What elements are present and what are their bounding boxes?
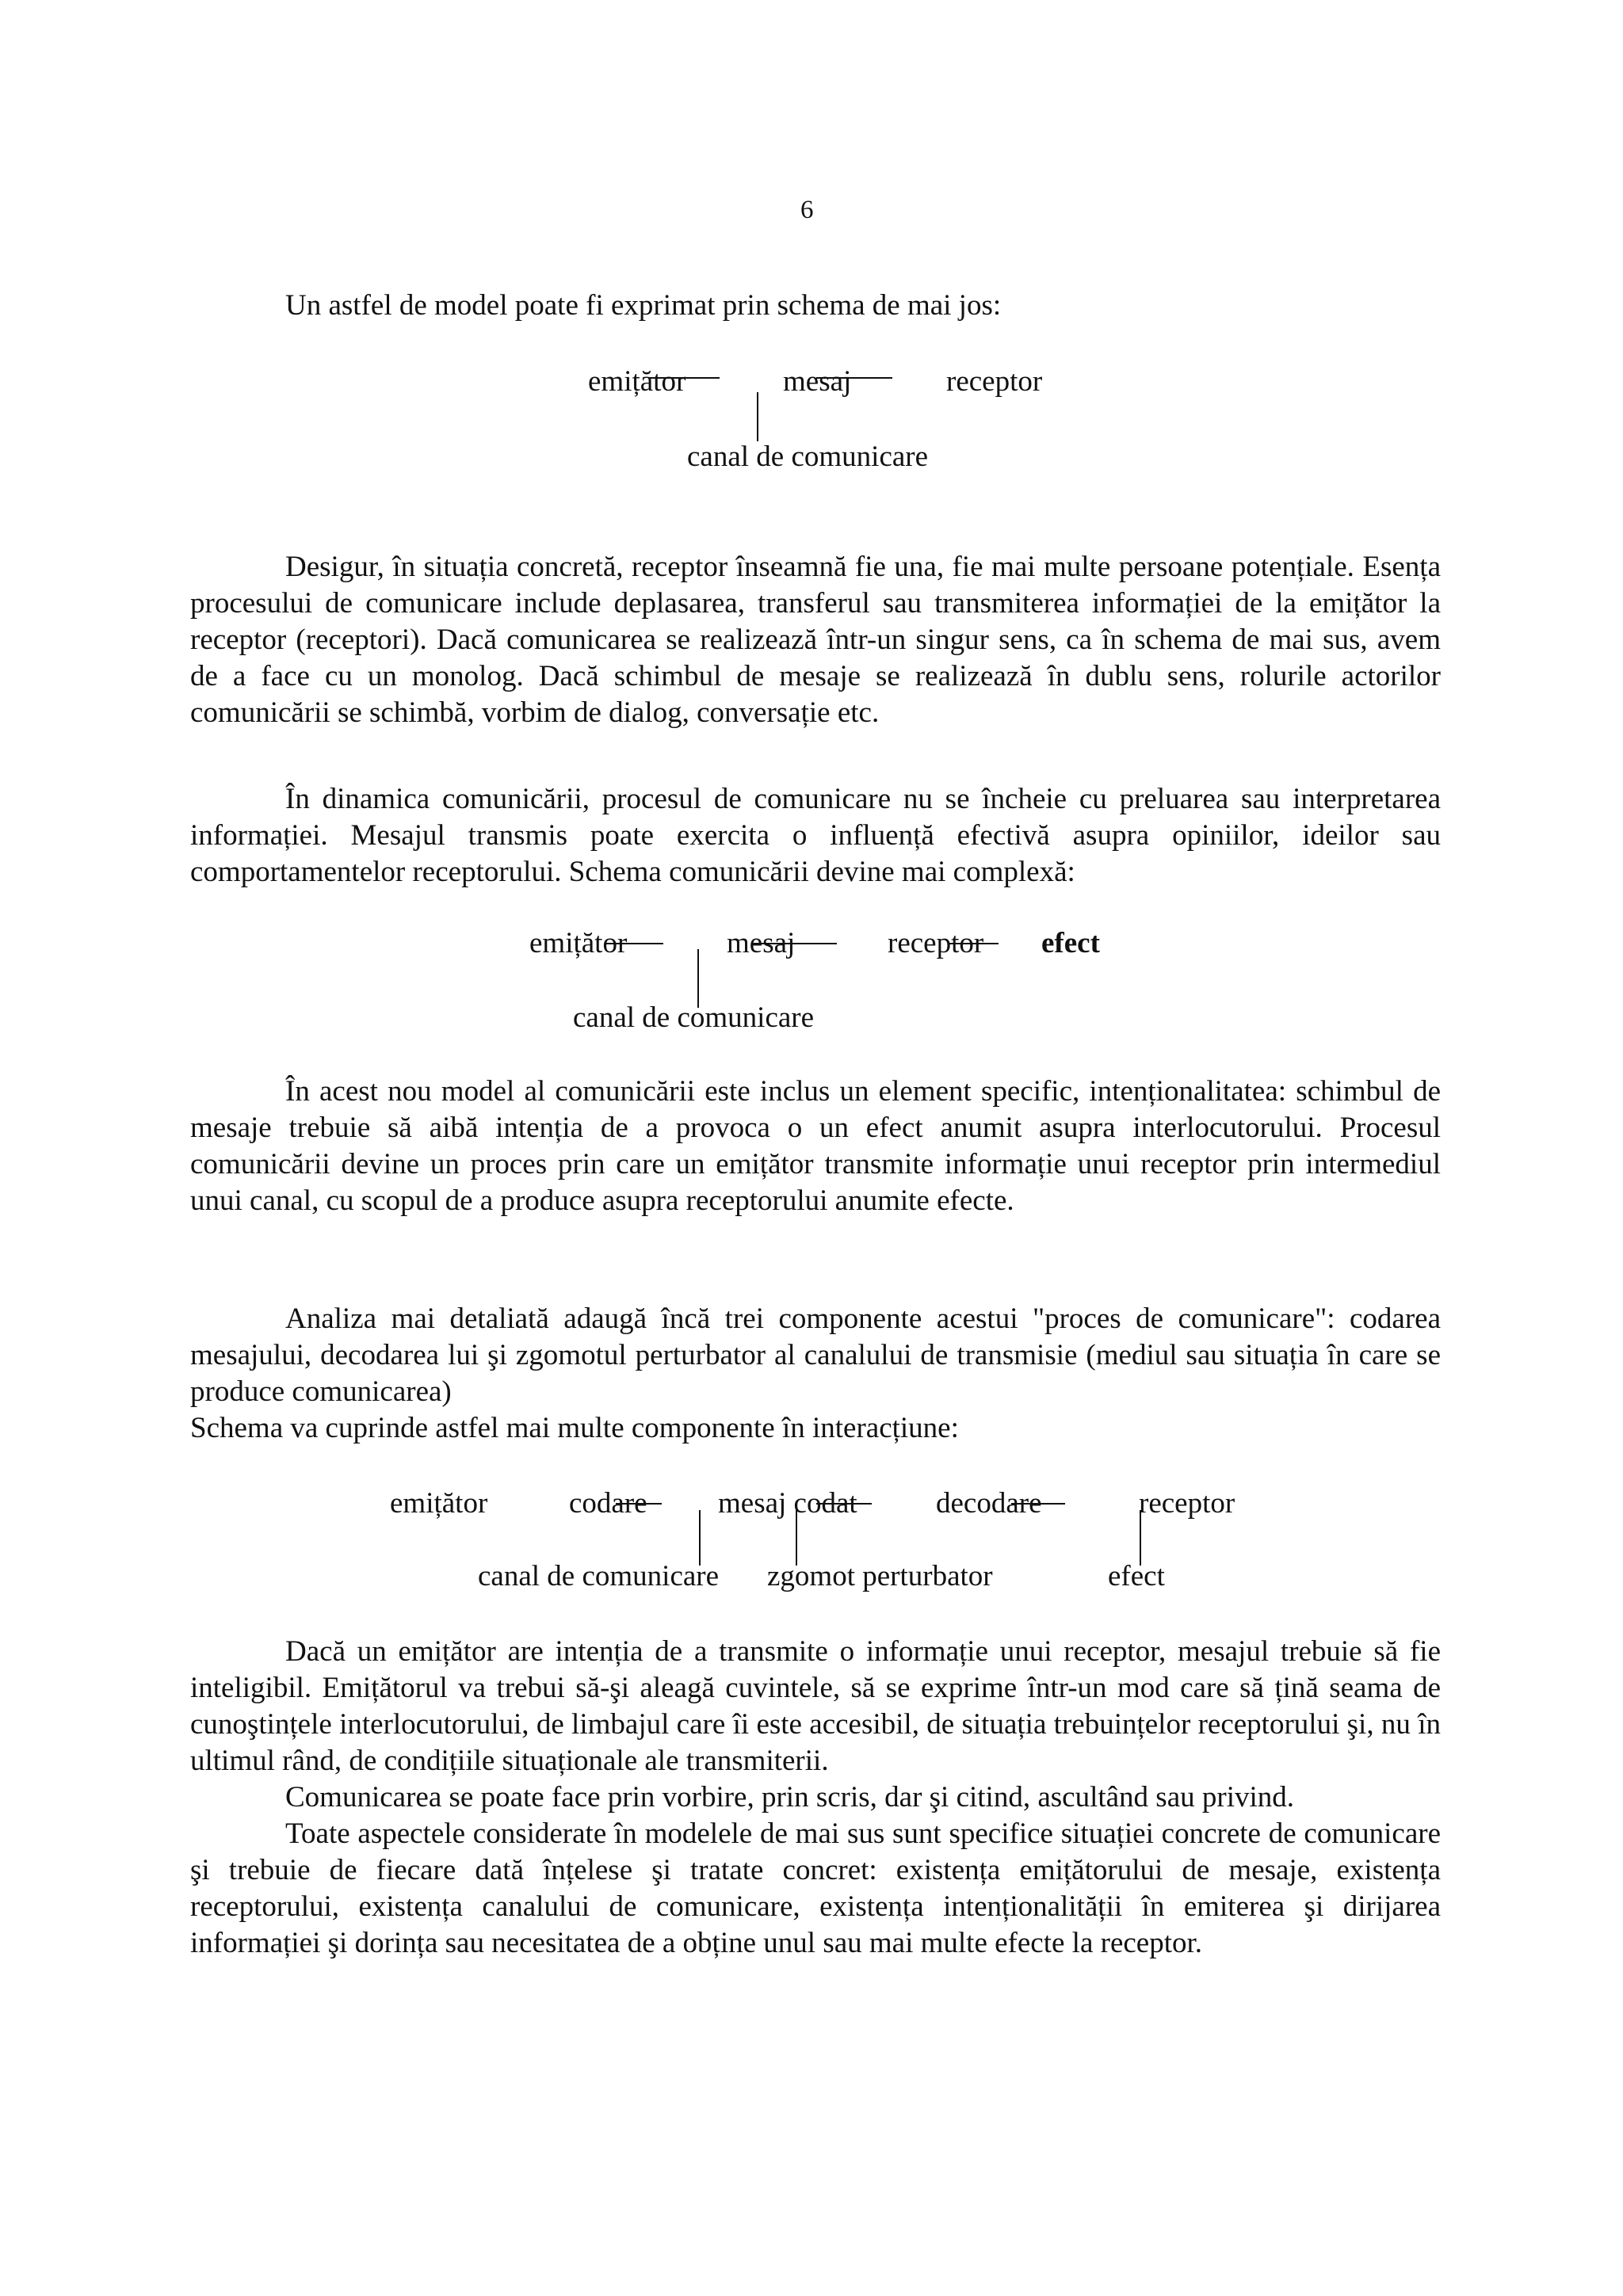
- schema2-arrow-line-2: [751, 943, 837, 944]
- paragraph-1: Desigur, în situația concretă, receptor înseamnă fie una, fie mai multe persoane potențiale. Esența procesului de comunicare include deplasarea, transferul sau transmiterea informației de la emițător la receptor (receptori). Dacă comunicarea se realizează într-un singur sens, ca în schema de mai sus, avem de a face cu un monolog. Dacă schimbul de mesaje se realizează în dublu sens, rolurile actorilor comunicării se schimbă, vorbim de dialog, conversație etc.: [190, 551, 1441, 729]
- schema3-channel-connector: [699, 1510, 701, 1566]
- schema1-mesaj: mesaj: [783, 365, 852, 398]
- schema2-mesaj: mesaj: [727, 927, 796, 959]
- schema1-arrow-line-1: [648, 377, 720, 379]
- schema3-receptor: receptor: [1139, 1487, 1235, 1520]
- paragraph-7: Toate aspectele considerate în modelele de mai sus sunt specifice situației concrete de comunicare şi trebuie de fiecare dată înțelese şi tratate concret: existența emițătorului de mesaje, existența receptorului, existența canalului de comunicare, existența intenționalității în emiterea şi dirijarea informației şi dorința sau necesitatea de a obține unul sau mai multe efecte la receptor.: [190, 1817, 1441, 1959]
- page-number: 6: [800, 196, 814, 224]
- schema2-efect: efect: [1041, 927, 1100, 959]
- schema3-zgomot: zgomot perturbator: [767, 1560, 993, 1592]
- schema2-arrow-line-3: [949, 943, 999, 944]
- schema3-mesaj-codat: mesaj codat: [718, 1487, 857, 1520]
- schema3-arrow-line-1: [616, 1503, 662, 1505]
- schema3-effect-connector: [1140, 1510, 1141, 1566]
- schema3-arrow-line-3: [1011, 1503, 1065, 1505]
- schema3-canal: canal de comunicare: [478, 1560, 720, 1592]
- schema3-noise-connector: [796, 1510, 797, 1566]
- paragraph-2: În dinamica comunicării, procesul de comunicare nu se încheie cu preluarea sau interpretarea informației. Mesajul transmis poate exercita o influență efectivă asupra opiniilor, ideilor sau comportamentelor receptorului. Schema comunicării devine mai complexă:: [190, 783, 1441, 888]
- schema2-emitator: emițător: [529, 927, 628, 959]
- intro-line: Un astfel de model poate fi exprimat prin schema de mai jos:: [285, 289, 1002, 322]
- paragraph-6: Comunicarea se poate face prin vorbire, prin scris, dar şi citind, ascultând sau privind.: [285, 1781, 1295, 1814]
- paragraph-3: În acest nou model al comunicării este inclus un element specific, intenționalitatea: schimbul de mesaje trebuie să aibă intenția de a provoca o un efect anumit asupra interlocutorului. Procesul comunicării devine un proces prin care un emițător transmite informație unui receptor prin intermediul unui canal, cu scopul de a produce asupra receptorului anumite efecte.: [190, 1075, 1441, 1217]
- schema1-canal: canal de comunicare: [687, 441, 929, 473]
- schema1-arrow-line-2: [816, 377, 892, 379]
- schema2-channel-connector: [697, 949, 699, 1008]
- schema3-arrow-line-2: [816, 1503, 872, 1505]
- schema1-channel-connector: [757, 392, 758, 441]
- schema1-emitator: emițător: [588, 365, 686, 398]
- schema3-efect: efect: [1108, 1560, 1165, 1592]
- schema3-codare: codare: [569, 1487, 647, 1520]
- paragraph-4b: Schema va cuprinde astfel mai multe componente în interacțiune:: [190, 1412, 959, 1444]
- schema1-receptor: receptor: [946, 365, 1043, 398]
- schema2-receptor: receptor: [888, 927, 984, 959]
- schema3-emitator: emițător: [390, 1487, 488, 1520]
- paragraph-4: Analiza mai detaliată adaugă încă trei componente acestui "proces de comunicare": codarea mesajului, decodarea lui şi zgomotul perturbator al canalului de transmisie (mediul sau situația în care se produce comunicarea): [190, 1302, 1441, 1408]
- paragraph-5: Dacă un emițător are intenția de a transmite o informație unui receptor, mesajul trebuie să fie inteligibil. Emițătorul va trebui să-şi aleagă cuvintele, să se exprime într-un mod care să țină seama de cunoştințele interlocutorului, de limbajul care îi este accesibil, de situația trebuințelor receptorului şi, nu în ultimul rând, de condițiile situaționale ale transmiterii.: [190, 1635, 1441, 1777]
- schema2-canal: canal de comunicare: [573, 1001, 815, 1034]
- schema3-decodare: decodare: [936, 1487, 1042, 1520]
- schema2-arrow-line-1: [606, 943, 663, 944]
